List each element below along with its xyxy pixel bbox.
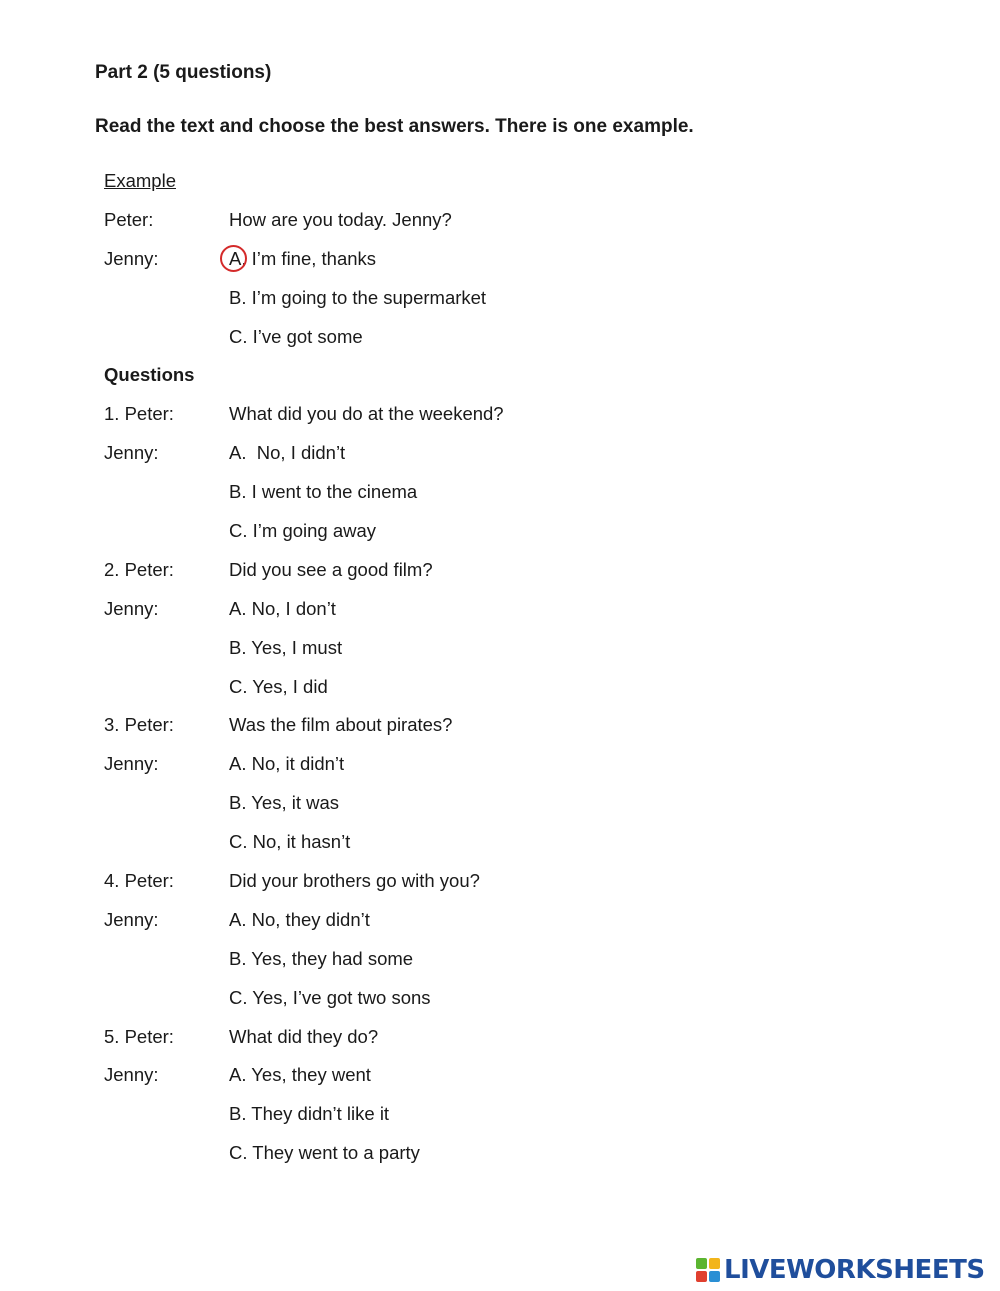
- answer-option[interactable]: B. Yes, they had some: [229, 947, 414, 969]
- example-heading-line: [104, 167, 804, 206]
- question-speaker: 2. Peter:: [104, 558, 174, 580]
- answer-option[interactable]: B. I went to the cinema: [229, 481, 418, 503]
- answer-option-line: [104, 595, 804, 634]
- question-speaker: 3. Peter:: [104, 714, 174, 736]
- answer-option[interactable]: A. No, it didn’t: [229, 753, 345, 775]
- answer-option-line: [104, 984, 804, 1023]
- question-text: What did you do at the weekend?: [229, 403, 504, 425]
- example-question-line: [104, 206, 804, 245]
- example-option-a-line: [104, 245, 804, 284]
- answer-option[interactable]: B. Yes, I must: [229, 636, 343, 658]
- responder-speaker: Jenny:: [104, 1064, 159, 1086]
- answer-option-line: [104, 945, 804, 984]
- answer-option[interactable]: B. They didn’t like it: [229, 1103, 390, 1125]
- answer-option[interactable]: C. Yes, I did: [229, 675, 328, 697]
- questions-heading-line: [104, 361, 804, 400]
- answer-option-line: [104, 906, 804, 945]
- responder-speaker: Jenny:: [104, 442, 159, 464]
- answer-option-line: [104, 750, 804, 789]
- answer-option-line: [104, 673, 804, 712]
- answer-option[interactable]: A. No, I didn’t: [229, 442, 346, 464]
- example-speaker-peter: Peter:: [104, 208, 154, 230]
- question-text: Was the film about pirates?: [229, 714, 453, 736]
- answer-option-line: [104, 828, 804, 867]
- answer-option-line: [104, 517, 804, 556]
- example-option-a-letter: A.: [229, 247, 247, 269]
- questions-heading: Questions: [104, 364, 195, 386]
- answer-option[interactable]: A. Yes, they went: [229, 1064, 371, 1086]
- liveworksheets-logo: [696, 1255, 985, 1285]
- logo-square-red: [696, 1271, 707, 1282]
- question-text: Did your brothers go with you?: [229, 870, 480, 892]
- question-speaker: 1. Peter:: [104, 403, 174, 425]
- responder-speaker: Jenny:: [104, 597, 159, 619]
- example-speaker-jenny: Jenny:: [104, 247, 159, 269]
- logo-square-yellow: [709, 1258, 720, 1269]
- answer-option-line: [104, 1061, 804, 1100]
- answer-option-line: [104, 478, 804, 517]
- question-speaker: 5. Peter:: [104, 1025, 174, 1047]
- question-line: [104, 867, 804, 906]
- answer-option-line: [104, 634, 804, 673]
- logo-square-green: [696, 1258, 707, 1269]
- logo-square-blue: [709, 1271, 720, 1282]
- example-option-c-line: [104, 323, 804, 362]
- answer-option[interactable]: C. No, it hasn’t: [229, 831, 351, 853]
- liveworksheets-logo-icon: [696, 1258, 720, 1282]
- answer-option[interactable]: C. I’m going away: [229, 520, 377, 542]
- example-option-c[interactable]: C. I’ve got some: [229, 325, 363, 347]
- question-line: [104, 400, 804, 439]
- question-text: Did you see a good film?: [229, 558, 433, 580]
- worksheet-content: [104, 167, 804, 1178]
- responder-speaker: Jenny:: [104, 908, 159, 930]
- answer-option-line: [104, 789, 804, 828]
- instructions: Read the text and choose the best answers. There is one example.: [95, 116, 694, 137]
- answer-option[interactable]: A. No, they didn’t: [229, 908, 370, 930]
- answer-option-line: [104, 1100, 804, 1139]
- example-question: How are you today. Jenny?: [229, 208, 452, 230]
- question-speaker: 4. Peter:: [104, 870, 174, 892]
- answer-option[interactable]: C. Yes, I’ve got two sons: [229, 986, 431, 1008]
- responder-speaker: Jenny:: [104, 753, 159, 775]
- answer-option[interactable]: A. No, I don’t: [229, 597, 336, 619]
- logo-text: LIVEWORKSHEETS: [724, 1255, 985, 1285]
- question-line: [104, 1023, 804, 1062]
- example-option-a-text: I’m fine, thanks: [246, 247, 377, 269]
- question-line: [104, 711, 804, 750]
- question-text: What did they do?: [229, 1025, 379, 1047]
- example-option-a[interactable]: [229, 245, 376, 273]
- part-title: Part 2 (5 questions): [95, 62, 272, 83]
- answer-option[interactable]: C. They went to a party: [229, 1142, 420, 1164]
- example-heading: Example: [104, 170, 176, 191]
- answer-option-line: [104, 1139, 804, 1178]
- example-option-b-line: [104, 284, 804, 323]
- answer-option[interactable]: B. Yes, it was: [229, 792, 340, 814]
- question-line: [104, 556, 804, 595]
- example-option-b[interactable]: B. I’m going to the supermarket: [229, 286, 487, 308]
- answer-option-line: [104, 439, 804, 478]
